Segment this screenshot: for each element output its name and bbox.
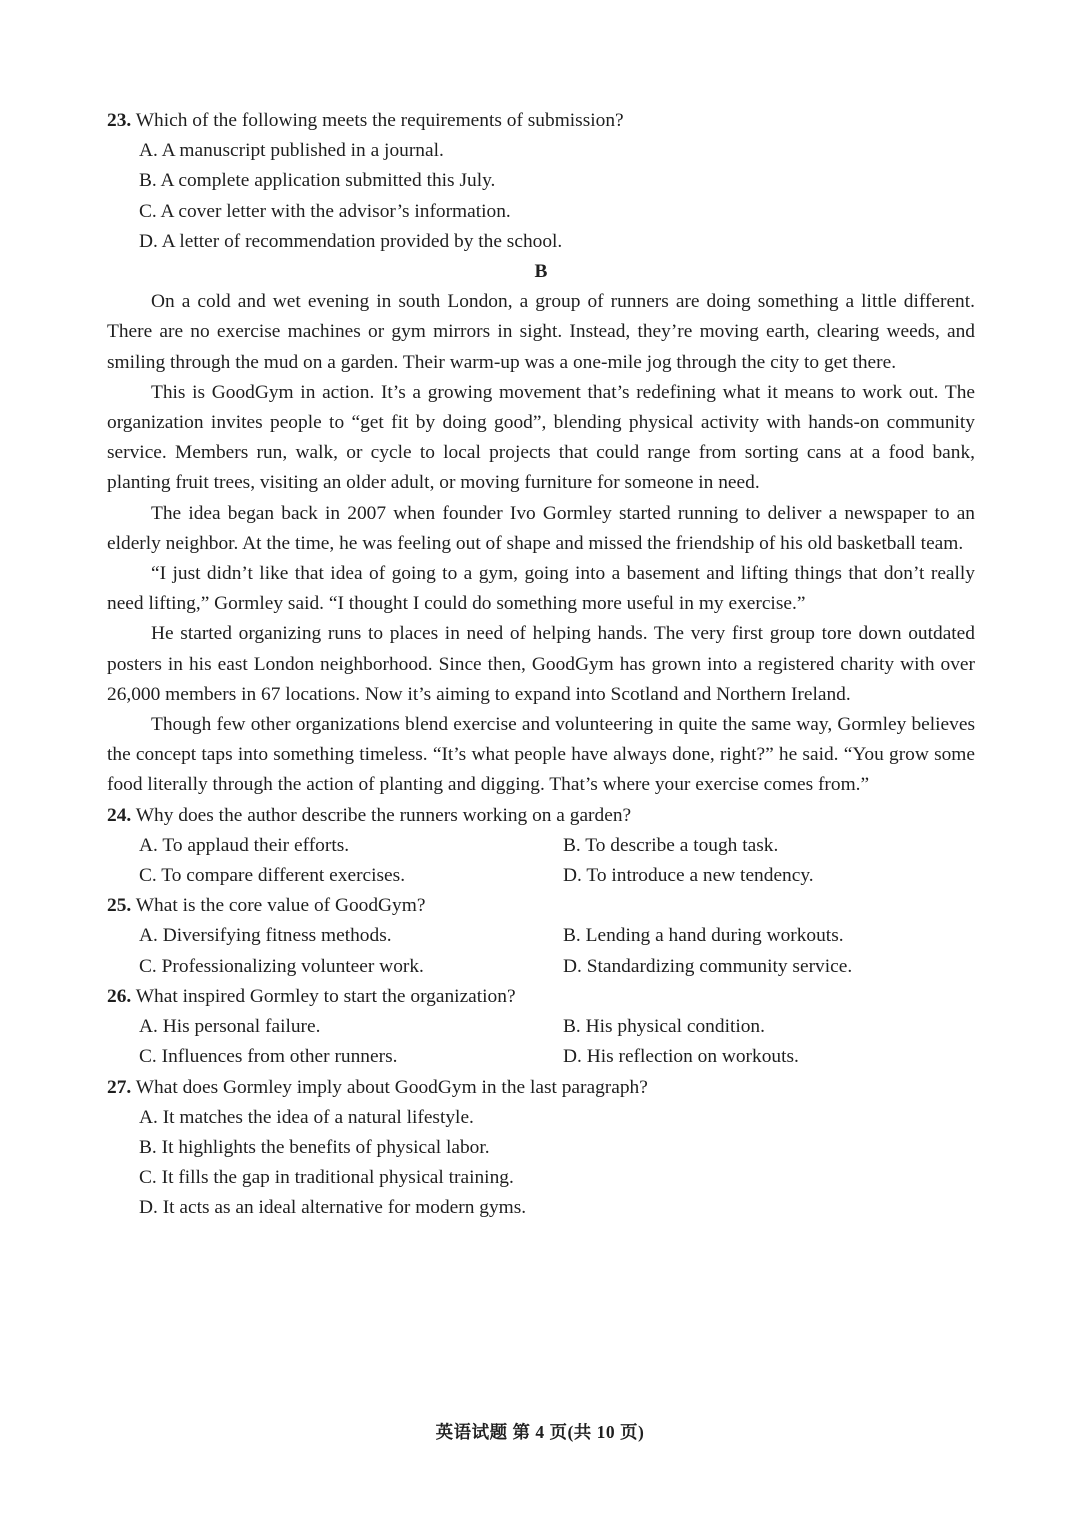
question-stem: 27. What does Gormley imply about GoodGym in the last paragraph? — [107, 1076, 648, 1098]
question-26 — [107, 982, 975, 1073]
question-23 — [107, 106, 975, 257]
question-stem: 23. Which of the following meets the requirements of submission? — [107, 110, 624, 131]
option-d: D. It acts as an ideal alternative for modern gyms. — [139, 1197, 527, 1219]
option-c: C. A cover letter with the advisor’s information. — [139, 200, 511, 222]
option-c: C. Professionalizing volunteer work. — [139, 955, 424, 977]
passage — [107, 287, 975, 800]
passage-paragraph: On a cold and wet evening in south London, a group of runners are doing something a little different. There are no exercise machines or gym mirrors in sight. Instead, they’re moving earth, clearing weeds, and smiling through the mud on a garden. Their warm-up was a one-mile jog through the city to get there. — [107, 291, 975, 373]
passage-paragraph: The idea began back in 2007 when founder Ivo Gormley started running to deliver a newspaper to an elderly neighbor. At the time, he was feeling out of shape and missed the friendship of his old basketball team. — [107, 502, 975, 554]
question-stem: 26. What inspired Gormley to start the organization? — [107, 985, 516, 1007]
option-c: C. To compare different exercises. — [139, 865, 406, 887]
option-d: D. His reflection on workouts. — [563, 1046, 799, 1068]
page-footer: 英语试题 第 4 页(共 10 页) — [435, 1422, 645, 1442]
option-row — [139, 861, 975, 891]
option-b: B. His physical condition. — [563, 1016, 765, 1038]
option-a: A. To applaud their efforts. — [139, 834, 350, 856]
question-25 — [107, 891, 975, 982]
option-row — [139, 1042, 975, 1072]
passage-paragraph: He started organizing runs to places in need of helping hands. The very first group tore down outdated posters in his east London neighborhood. Since then, GoodGym has grown into a registered charity with over 26,000 members in 67 locations. Now it’s aiming to expand into Scotland and Northern Ireland. — [107, 623, 975, 705]
option-row — [139, 831, 975, 861]
option-a: A. A manuscript published in a journal. — [139, 140, 444, 162]
section-heading: B — [534, 261, 548, 283]
question-stem: 25. What is the core value of GoodGym? — [107, 895, 426, 917]
option-d: D. Standardizing community service. — [563, 955, 853, 977]
option-d: D. To introduce a new tendency. — [563, 865, 814, 887]
option-a: A. His personal failure. — [139, 1016, 321, 1038]
question-27 — [107, 1073, 975, 1224]
option-a: A. It matches the idea of a natural lifestyle. — [139, 1106, 474, 1128]
option-row — [139, 921, 975, 951]
option-c: C. Influences from other runners. — [139, 1046, 398, 1068]
option-b: B. Lending a hand during workouts. — [563, 925, 844, 947]
option-b: B. To describe a tough task. — [563, 834, 779, 856]
option-b: B. It highlights the benefits of physical labor. — [139, 1136, 490, 1158]
question-24 — [107, 801, 975, 892]
passage-paragraph: Though few other organizations blend exercise and volunteering in quite the same way, Gormley believes the concept taps into something timeless. “It’s what people have always done, right?” he said. “You grow some food literally through the action of planting and digging. That’s where your exercise comes from.” — [107, 714, 975, 796]
option-a: A. Diversifying fitness methods. — [139, 925, 392, 947]
option-row — [139, 952, 975, 982]
page-content — [107, 106, 975, 1224]
passage-paragraph: This is GoodGym in action. It’s a growing movement that’s redefining what it means to work out. The organization invites people to “get fit by doing good”, blending physical activity with hands-on community service. Members run, walk, or cycle to local projects that could range from sorting cans at a food bank, planting fruit trees, visiting an older adult, or moving furniture for someone in need. — [107, 381, 975, 494]
question-stem: 24. Why does the author describe the runners working on a garden? — [107, 804, 632, 826]
passage-paragraph: “I just didn’t like that idea of going to a gym, going into a basement and lifting things that don’t really need lifting,” Gormley said. “I thought I could do something more useful in my exercise.” — [107, 563, 975, 615]
option-row — [139, 1012, 975, 1042]
option-c: C. It fills the gap in traditional physical training. — [139, 1167, 514, 1189]
option-b: B. A complete application submitted this July. — [139, 170, 496, 192]
option-d: D. A letter of recommendation provided by the school. — [139, 230, 563, 252]
